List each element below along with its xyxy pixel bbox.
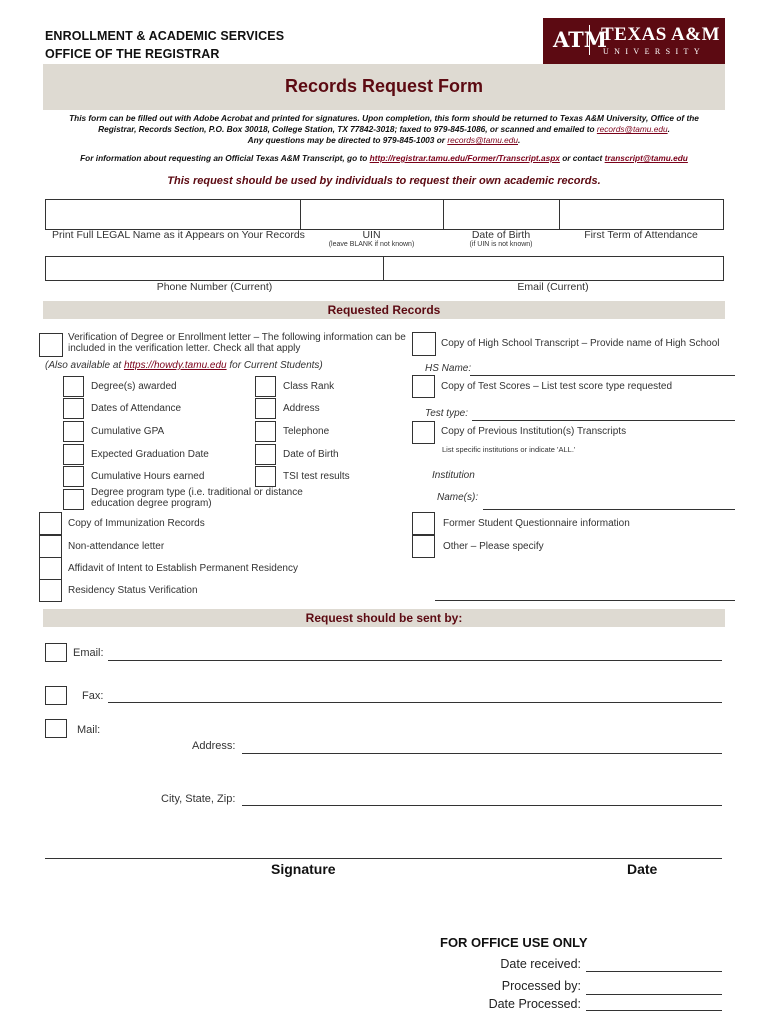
- requested-records-title: Requested Records: [327, 303, 441, 317]
- date-processed-line[interactable]: [586, 1010, 722, 1011]
- email-field[interactable]: [383, 256, 724, 281]
- address-label: Address: [283, 403, 320, 414]
- verification-letter-line-1: Verification of Degree or Enrollment letter – The following information can be: [68, 332, 406, 343]
- tsi-results-label: TSI test results: [283, 471, 350, 482]
- intro-text: or contact: [562, 153, 603, 163]
- howdy-note: [45, 360, 323, 371]
- mail-city-label: City, State, Zip:: [161, 793, 236, 805]
- date-received-label: Date received:: [500, 957, 581, 971]
- requested-records-band: [43, 301, 725, 319]
- dob-field[interactable]: [443, 199, 561, 230]
- phone-label: Phone Number (Current): [156, 281, 273, 293]
- intro-period: .: [518, 135, 521, 145]
- address-checkbox[interactable]: [255, 398, 276, 419]
- department-name: ENROLLMENT & ACADEMIC SERVICES: [45, 29, 285, 43]
- mail-city-input-line[interactable]: [242, 805, 722, 806]
- degrees-awarded-label: Degree(s) awarded: [91, 381, 177, 392]
- immunization-checkbox[interactable]: [39, 512, 62, 535]
- other-checkbox[interactable]: [412, 535, 435, 558]
- signature-line[interactable]: [45, 858, 722, 859]
- prev-institution-checkbox[interactable]: [412, 421, 435, 444]
- intro-line-1: This form can be filled out with Adobe Acrobat and printed for signatures. Upon completion, this form should be returned to Texas A&M University, Office of the: [69, 113, 699, 123]
- class-rank-checkbox[interactable]: [255, 376, 276, 397]
- test-type-input-line[interactable]: [472, 420, 735, 421]
- mail-address-input-line[interactable]: [242, 753, 722, 754]
- verification-letter-label: [68, 332, 408, 354]
- telephone-label: Telephone: [283, 426, 330, 437]
- records-email-link-2[interactable]: records@tamu.edu: [447, 135, 519, 145]
- send-email-checkbox[interactable]: [45, 643, 67, 662]
- signature-label: Signature: [271, 861, 336, 877]
- class-rank-label: Class Rank: [283, 381, 335, 392]
- form-title: Records Request Form: [284, 76, 484, 96]
- title-band: [43, 64, 725, 110]
- intro-text: Any questions may be directed to 979-845-1003 or: [247, 135, 446, 145]
- dob-label: Date of Birth: [471, 229, 531, 241]
- non-attendance-checkbox[interactable]: [39, 535, 62, 558]
- first-term-field[interactable]: [559, 199, 724, 230]
- records-email-link[interactable]: records@tamu.edu: [596, 124, 668, 134]
- test-scores-checkbox[interactable]: [412, 375, 435, 398]
- howdy-link[interactable]: https://howdy.tamu.edu: [123, 360, 227, 371]
- intro-line-2: [45, 124, 723, 135]
- processed-by-line[interactable]: [586, 994, 722, 995]
- hs-transcript-label: Copy of High School Transcript – Provide name of High School: [441, 338, 720, 349]
- full-name-field[interactable]: [45, 199, 302, 230]
- send-mail-label: Mail:: [77, 724, 101, 736]
- other-input-line[interactable]: [435, 600, 735, 601]
- dates-attendance-checkbox[interactable]: [63, 398, 84, 419]
- expected-graduation-checkbox[interactable]: [63, 444, 84, 465]
- transcript-email-link[interactable]: transcript@tamu.edu: [604, 153, 688, 163]
- uin-hint: (leave BLANK if not known): [328, 241, 415, 248]
- test-type-label: Test type:: [425, 408, 468, 419]
- phone-field[interactable]: [45, 256, 385, 281]
- degree-program-type-line-2: education degree program): [91, 498, 212, 509]
- other-label: Other – Please specify: [443, 541, 544, 552]
- office-use-title: FOR OFFICE USE ONLY: [440, 935, 588, 950]
- tsi-results-checkbox[interactable]: [255, 466, 276, 487]
- institution-label: Institution: [432, 470, 475, 481]
- cumulative-gpa-label: Cumulative GPA: [91, 426, 165, 437]
- cumulative-hours-label: Cumulative Hours earned: [91, 471, 205, 482]
- verification-letter-checkbox[interactable]: [39, 333, 63, 357]
- date-processed-label: Date Processed:: [488, 997, 581, 1011]
- institution-names-input-line[interactable]: [483, 509, 735, 510]
- send-fax-label: Fax:: [82, 690, 104, 702]
- send-fax-checkbox[interactable]: [45, 686, 67, 705]
- intro-period: .: [667, 124, 670, 134]
- cumulative-hours-checkbox[interactable]: [63, 466, 84, 487]
- institution-names-label: Name(s):: [437, 492, 479, 503]
- tamu-logo: [543, 18, 725, 64]
- send-email-label: Email:: [73, 647, 104, 659]
- date-received-line[interactable]: [586, 971, 722, 972]
- non-attendance-label: Non-attendance letter: [68, 541, 165, 552]
- degrees-awarded-checkbox[interactable]: [63, 376, 84, 397]
- hs-transcript-checkbox[interactable]: [412, 332, 436, 356]
- howdy-text: (Also available at: [45, 360, 122, 371]
- hs-name-input-line[interactable]: [470, 375, 735, 376]
- date-label: Date: [627, 861, 658, 877]
- send-fax-input-line[interactable]: [108, 702, 722, 703]
- dates-attendance-label: Dates of Attendance: [91, 403, 182, 414]
- expected-graduation-label: Expected Graduation Date: [91, 449, 209, 460]
- degree-program-type-line-1: Degree program type (i.e. traditional or distance: [91, 487, 303, 498]
- intro-text: Registrar, Records Section, P.O. Box 30018, College Station, TX 77842-3018; faxed to 979-845-1086, or scanned and emailed to: [98, 124, 595, 134]
- mail-address-label: Address:: [192, 740, 236, 752]
- uin-field[interactable]: [300, 199, 445, 230]
- transcript-info: [45, 153, 723, 164]
- transcript-url-link[interactable]: http://registrar.tamu.edu/Former/Transcript.aspx: [369, 153, 560, 163]
- date-of-birth-checkbox[interactable]: [255, 444, 276, 465]
- tamu-logo-mark: ATM: [553, 25, 590, 55]
- verification-letter-line-2: included in the verification letter. Check all that apply: [68, 343, 301, 354]
- send-email-input-line[interactable]: [108, 660, 722, 661]
- hs-name-label: HS Name:: [425, 363, 472, 374]
- intro-line-3: [45, 135, 723, 146]
- tamu-logo-wordmark: TEXAS A&M: [601, 24, 721, 45]
- questionnaire-checkbox[interactable]: [412, 512, 435, 535]
- processed-by-label: Processed by:: [501, 979, 581, 993]
- intro-text: For information about requesting an Official Texas A&M Transcript, go to: [80, 153, 368, 163]
- uin-label: UIN: [362, 229, 381, 241]
- first-term-label: First Term of Attendance: [584, 229, 698, 241]
- send-by-title: Request should be sent by:: [305, 611, 463, 625]
- full-name-label: Print Full LEGAL Name as it Appears on Your Records: [52, 229, 305, 241]
- email-label: Email (Current): [517, 281, 589, 293]
- prev-institution-hint: List specific institutions or indicate 'ALL.': [442, 445, 576, 454]
- degree-program-type-label: [91, 487, 303, 509]
- howdy-text: for Current Students): [229, 360, 323, 371]
- immunization-label: Copy of Immunization Records: [68, 518, 205, 529]
- test-scores-label: Copy of Test Scores – List test score type requested: [441, 381, 673, 392]
- degree-program-type-checkbox[interactable]: [63, 489, 84, 510]
- questionnaire-label: Former Student Questionnaire information: [443, 518, 630, 529]
- telephone-checkbox[interactable]: [255, 421, 276, 442]
- cumulative-gpa-checkbox[interactable]: [63, 421, 84, 442]
- date-of-birth-label: Date of Birth: [283, 449, 339, 460]
- own-records-note: This request should be used by individuals to request their own academic records.: [167, 175, 601, 187]
- affidavit-residency-label: Affidavit of Intent to Establish Permanent Residency: [68, 563, 298, 574]
- residency-verification-checkbox[interactable]: [39, 579, 62, 602]
- residency-verification-label: Residency Status Verification: [68, 585, 198, 596]
- dob-hint: (if UIN is not known): [469, 241, 533, 248]
- send-mail-checkbox[interactable]: [45, 719, 67, 738]
- prev-institution-label: Copy of Previous Institution(s) Transcripts: [441, 426, 627, 437]
- send-by-band: [43, 609, 725, 627]
- tamu-logo-university: UNIVERSITY: [603, 47, 705, 56]
- affidavit-residency-checkbox[interactable]: [39, 557, 62, 580]
- office-name: OFFICE OF THE REGISTRAR: [45, 47, 220, 61]
